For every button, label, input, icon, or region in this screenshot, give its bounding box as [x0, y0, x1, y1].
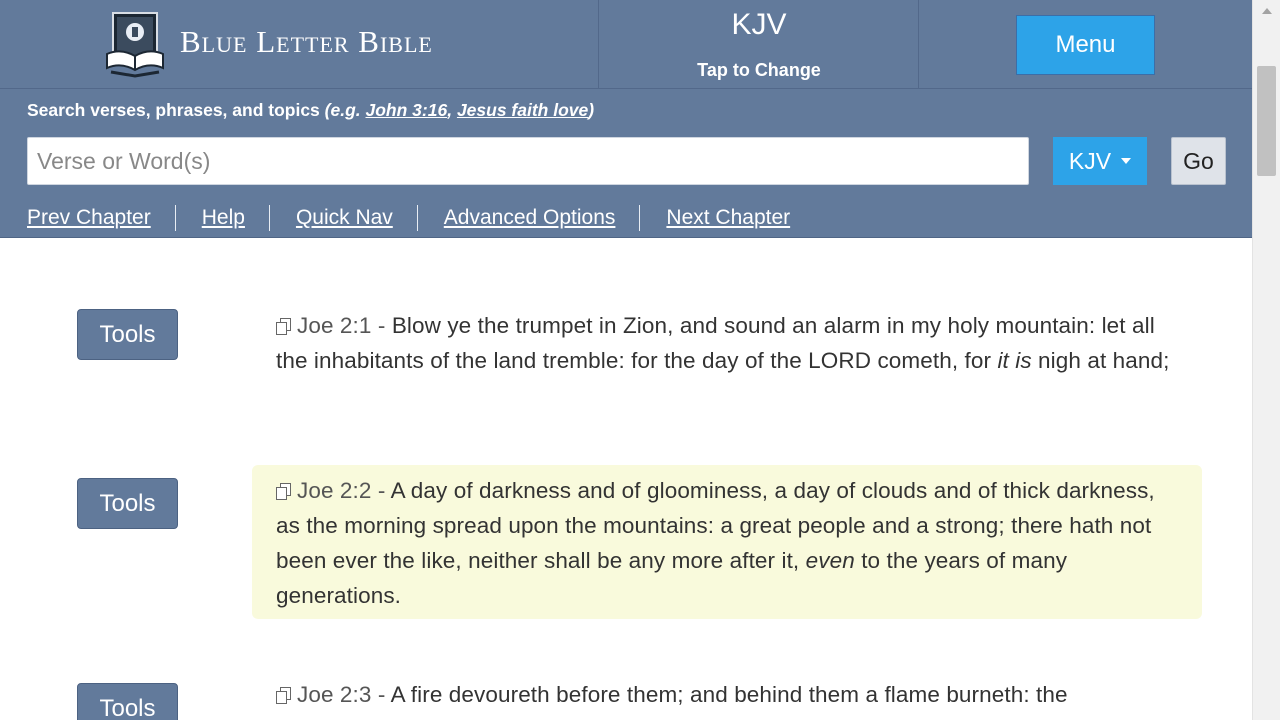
- version-select[interactable]: [1053, 137, 1147, 185]
- verse-separator: -: [371, 313, 392, 338]
- search-hint: [27, 100, 594, 121]
- nav-divider: [639, 205, 640, 231]
- verse-body: A day of darkness and of gloominess, a day of clouds and of thick darkness, as the morning spread upon the mountains: a great people and a strong; there hath not been ever the like, neither shall be any more after it,: [276, 478, 1155, 573]
- advanced-options-link[interactable]: Advanced Options: [443, 206, 616, 229]
- eg-close: ): [588, 100, 595, 120]
- brand-name: Blue Letter Bible: [180, 24, 433, 59]
- scrollbar-thumb[interactable]: [1257, 66, 1276, 176]
- caret-down-icon: [1121, 158, 1131, 164]
- search-examples: [325, 100, 594, 120]
- go-button[interactable]: Go: [1171, 137, 1226, 185]
- copy-icon[interactable]: [276, 318, 290, 334]
- tools-button[interactable]: Tools: [77, 478, 178, 529]
- search-input[interactable]: [27, 137, 1029, 185]
- verse-italic: even: [805, 548, 855, 573]
- example-link-john[interactable]: John 3:16: [365, 100, 448, 120]
- tools-button[interactable]: Tools: [77, 309, 178, 360]
- menu-button[interactable]: Menu: [1016, 15, 1155, 75]
- verse-italic: it is: [997, 348, 1032, 373]
- verse-text: [276, 473, 1182, 613]
- verse-body-end: nigh at hand;: [1031, 348, 1170, 373]
- current-version: KJV: [731, 8, 787, 41]
- page-scrollbar[interactable]: [1252, 0, 1280, 720]
- verse-body: A fire devoureth before them; and behind them a flame burneth: the: [390, 682, 1068, 707]
- verse-body: Blow ye the trumpet in Zion, and sound an alarm in my holy mountain: let all the inhabitants of the land tremble: for the day of the LORD cometh, for: [276, 313, 1155, 373]
- verse-separator: -: [371, 682, 391, 707]
- nav-divider: [269, 205, 270, 231]
- verse-box-highlighted: [252, 465, 1202, 619]
- chapter-nav: [27, 204, 790, 232]
- verse-text: [276, 308, 1182, 378]
- version-switcher[interactable]: [599, 0, 919, 89]
- verse-reference[interactable]: Joe 2:3: [297, 682, 372, 707]
- verse-box: [252, 300, 1202, 388]
- example-link-faith[interactable]: Jesus faith love: [456, 100, 589, 120]
- verse-box: [252, 669, 1202, 720]
- verse-body-end: to the years of many generations.: [276, 548, 1068, 608]
- search-hint-text: Search verses, phrases, and topics: [27, 100, 325, 120]
- copy-icon[interactable]: [276, 483, 290, 499]
- copy-icon[interactable]: [276, 687, 290, 703]
- verse-separator: -: [371, 478, 391, 503]
- quick-nav-link[interactable]: Quick Nav: [295, 206, 393, 229]
- nav-divider: [417, 205, 418, 231]
- site-header: [0, 0, 1252, 238]
- verse-text: [276, 677, 1182, 712]
- eg-open: (e.g.: [324, 100, 366, 120]
- tap-to-change-label: Tap to Change: [697, 60, 821, 80]
- verse-reference[interactable]: Joe 2:1: [297, 313, 372, 338]
- version-select-label: KJV: [1068, 147, 1112, 174]
- nav-divider: [175, 205, 176, 231]
- next-chapter-link[interactable]: Next Chapter: [666, 206, 791, 229]
- scroll-up-arrow-icon[interactable]: [1262, 8, 1272, 14]
- prev-chapter-link[interactable]: Prev Chapter: [27, 206, 151, 229]
- help-link[interactable]: Help: [201, 206, 245, 229]
- tools-button[interactable]: Tools: [77, 683, 178, 720]
- bible-logo-icon: [103, 10, 167, 78]
- brand-link[interactable]: [0, 0, 599, 89]
- top-bar: [0, 0, 1252, 89]
- verse-reference[interactable]: Joe 2:2: [297, 478, 372, 503]
- eg-comma: ,: [447, 100, 457, 120]
